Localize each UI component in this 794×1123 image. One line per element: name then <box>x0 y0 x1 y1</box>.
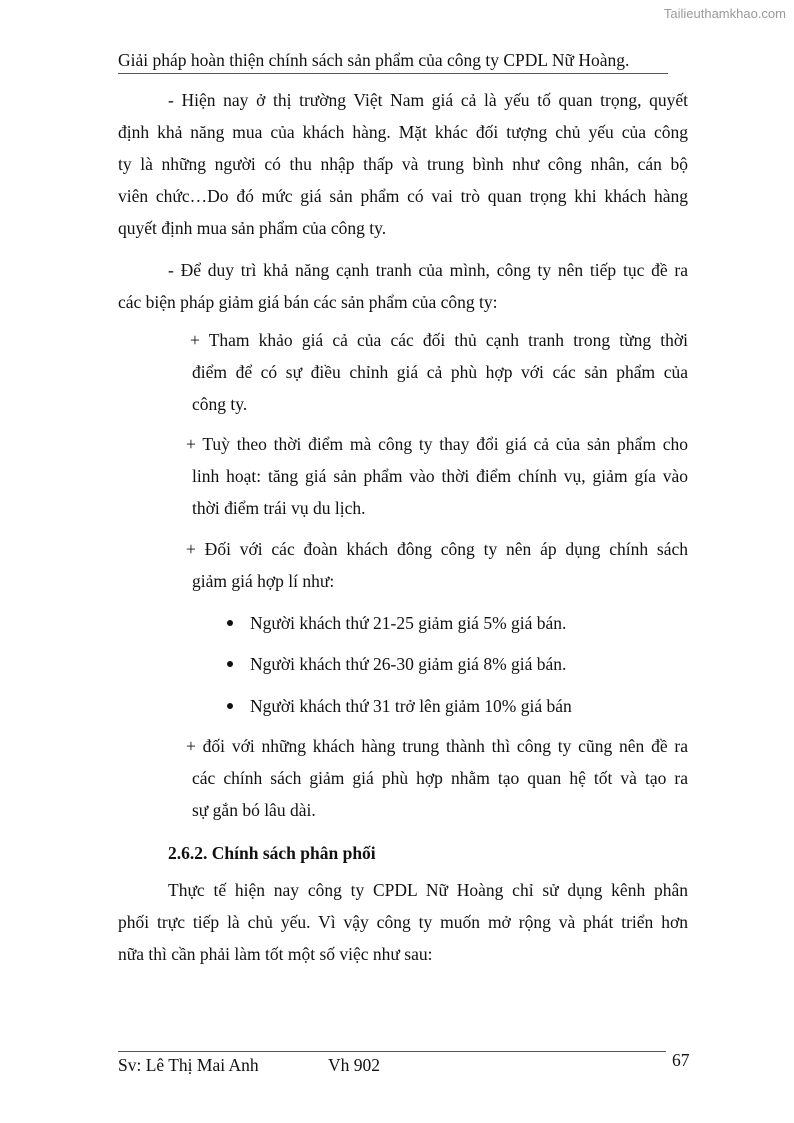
section-heading-text: 2.6.2. Chính sách phân phối <box>168 843 376 863</box>
footer-rule <box>118 1051 666 1052</box>
watermark: Tailieuthamkhao.com <box>663 6 786 21</box>
b3-line: + Đối với các đoàn khách đông công ty nên áp dụng chính sách <box>186 539 688 559</box>
p2-line: các biện pháp giảm giá bán các sản phẩm của công ty: <box>118 292 498 312</box>
p1-line: định khả năng mua của khách hàng. Mặt khác đối tượng chủ yếu của công <box>118 122 688 142</box>
p1-line: ty là những người có thu nhập thấp và trung bình như công nhân, cán bộ <box>118 154 688 174</box>
section-heading <box>168 842 376 864</box>
bullet-item: Người khách thứ 21-25 giảm giá 5% giá bán. <box>250 613 567 633</box>
running-header: Giải pháp hoàn thiện chính sách sản phẩm của công ty CPDL Nữ Hoàng. <box>118 50 630 70</box>
page-number: 67 <box>672 1050 690 1070</box>
b2-line: + Tuỳ theo thời điểm mà công ty thay đổi giá cả của sản phẩm cho <box>186 434 688 454</box>
header-rule <box>118 73 668 74</box>
p1-line: quyết định mua sản phẩm của công ty. <box>118 218 387 238</box>
b4-line: + đối với những khách hàng trung thành thì công ty cũng nên đề ra <box>186 736 688 756</box>
b4-line: các chính sách giảm giá phù hợp nhằm tạo quan hệ tốt và tạo ra <box>192 768 688 788</box>
p3-line: phối trực tiếp là chủ yếu. Vì vậy công ty muốn mở rộng và phát triển hơn <box>118 912 688 932</box>
bullet-icon <box>227 661 233 667</box>
p2-line: - Để duy trì khả năng cạnh tranh của mình, công ty nên tiếp tục đề ra <box>168 260 688 280</box>
b1-line: điểm để có sự điều chỉnh giá cả phù hợp với các sản phẩm của <box>192 362 688 382</box>
b1-line: + Tham khảo giá cả của các đối thủ cạnh tranh trong từng thời <box>190 330 688 350</box>
p1-line: - Hiện nay ở thị trường Việt Nam giá cả là yếu tố quan trọng, quyết <box>168 90 688 110</box>
bullet-icon <box>227 620 233 626</box>
bullet-item: Người khách thứ 26-30 giảm giá 8% giá bán. <box>250 654 567 674</box>
bullet-item: Người khách thứ 31 trở lên giảm 10% giá bán <box>250 696 572 716</box>
footer-class: Vh 902 <box>328 1055 381 1075</box>
b2-line: thời điểm trái vụ du lịch. <box>192 498 366 518</box>
p3-line: Thực tế hiện nay công ty CPDL Nữ Hoàng chỉ sử dụng kênh phân <box>168 880 688 900</box>
p3-line: nữa thì cần phải làm tốt một số việc như sau: <box>118 944 433 964</box>
b1-line: công ty. <box>192 394 248 414</box>
b4-line: sự gắn bó lâu dài. <box>192 800 316 820</box>
b3-line: giảm giá hợp lí như: <box>192 571 335 591</box>
footer-student: Sv: Lê Thị Mai Anh <box>118 1055 259 1075</box>
p1-line: viên chức…Do đó mức giá sản phẩm có vai trò quan trọng khi khách hàng <box>118 186 688 206</box>
bullet-icon <box>227 703 233 709</box>
b2-line: linh hoạt: tăng giá sản phẩm vào thời điểm chính vụ, giảm gía vào <box>192 466 688 486</box>
